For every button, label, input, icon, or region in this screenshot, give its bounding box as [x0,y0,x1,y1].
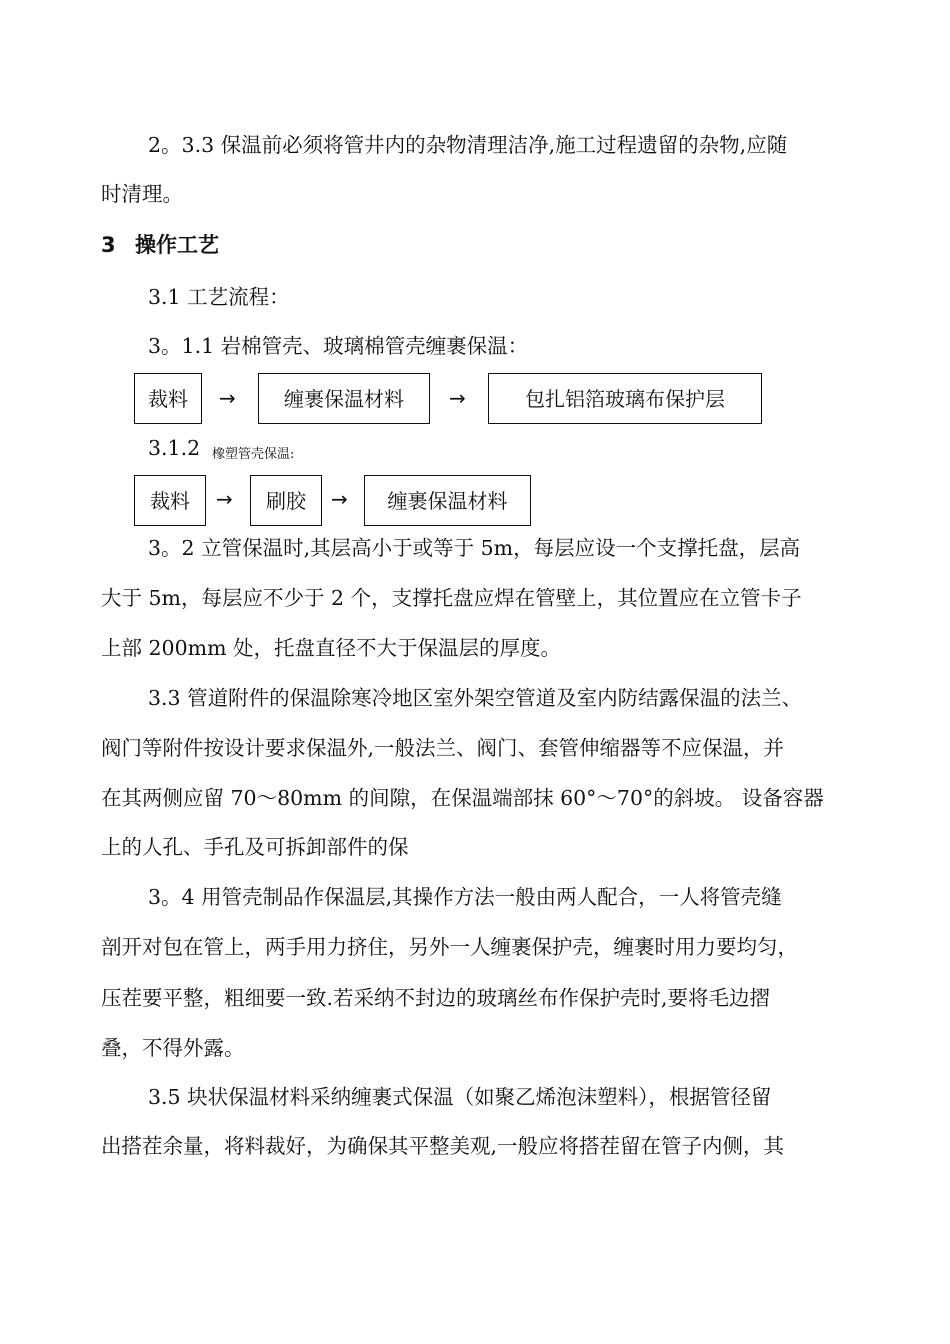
paragraph-3-4-line-3: 压茬要平整，粗细要一致.若采纳不封边的玻璃丝布作保护壳时,要将毛边摺 [101,986,771,1010]
flow2-step-wrap-box: 缠裹保温材料 [364,475,531,526]
paragraph-3-3-line-3: 在其两侧应留 70～80mm 的间隙，在保温端部抹 60°～70°的斜坡。 设备容器 [101,786,824,810]
paragraph-3-3-line-1: 3.3 管道附件的保温除寒冷地区室外架空管道及室内防结露保温的法兰、 [148,686,803,710]
paragraph-2-3-3-line-2: 时清理。 [101,182,183,206]
flow1-step-cut-box: 裁料 [134,373,202,424]
paragraph-2-3-3-line-1: 2。3.3 保温前必须将管井内的杂物清理洁净,施工过程遗留的杂物,应随 [148,133,788,157]
section-number: 3 [101,233,116,257]
section-title: 操作工艺 [135,233,219,257]
paragraph-3-4-line-4: 叠，不得外露。 [101,1036,245,1060]
flow2-arrow-1: → [216,487,233,511]
paragraph-3-2-line-1: 3。2 立管保温时,其层高小于或等于 5m，每层应设一个支撑托盘，层高 [148,536,801,560]
flow1-arrow-2: → [449,386,466,410]
paragraph-3-5-line-1: 3.5 块状保温材料采纳缠裹式保温（如聚乙烯泡沫塑料），根据管径留 [148,1085,772,1109]
flow2-arrow-2: → [331,487,348,511]
subsection-3-1-2-number: 3.1.2 [148,436,201,460]
subsection-3-1-1: 3。1.1 岩棉管壳、玻璃棉管壳缠裹保温： [148,334,529,358]
paragraph-3-4-line-1: 3。4 用管壳制品作保温层,其操作方法一般由两人配合，一人将管壳缝 [148,885,782,909]
paragraph-3-4-line-2: 剖开对包在管上，两手用力挤住，另外一人缠裹保护壳，缠裹时用力要均匀， [101,935,798,959]
paragraph-3-2-line-2: 大于 5m，每层应不少于 2 个，支撑托盘应焊在管壁上，其位置应在立管卡子 [101,586,802,610]
paragraph-3-3-line-4: 上的人孔、手孔及可拆卸部件的保 [101,835,409,859]
flow2-step-cut-box: 裁料 [134,475,206,526]
paragraph-3-5-line-2: 出搭茬余量，将料裁好，为确保其平整美观,一般应将搭茬留在管子内侧，其 [101,1134,785,1158]
flow1-step-wrap-box: 缠裹保温材料 [258,373,430,424]
subsection-3-1: 3.1 工艺流程： [148,285,290,309]
flow1-step-protect-box: 包扎铝箔玻璃布保护层 [488,373,762,424]
flow2-step-glue-box: 刷胶 [250,475,322,526]
subsection-3-1-2-title: 橡塑管壳保温: [212,447,295,462]
flow1-arrow-1: → [219,386,236,410]
section-heading-3 [101,231,219,259]
paragraph-3-3-line-2: 阀门等附件按设计要求保温外,一般法兰、阀门、套管伸缩器等不应保温，并 [101,736,785,760]
paragraph-3-2-line-3: 上部 200mm 处，托盘直径不大于保温层的厚度。 [101,636,562,660]
